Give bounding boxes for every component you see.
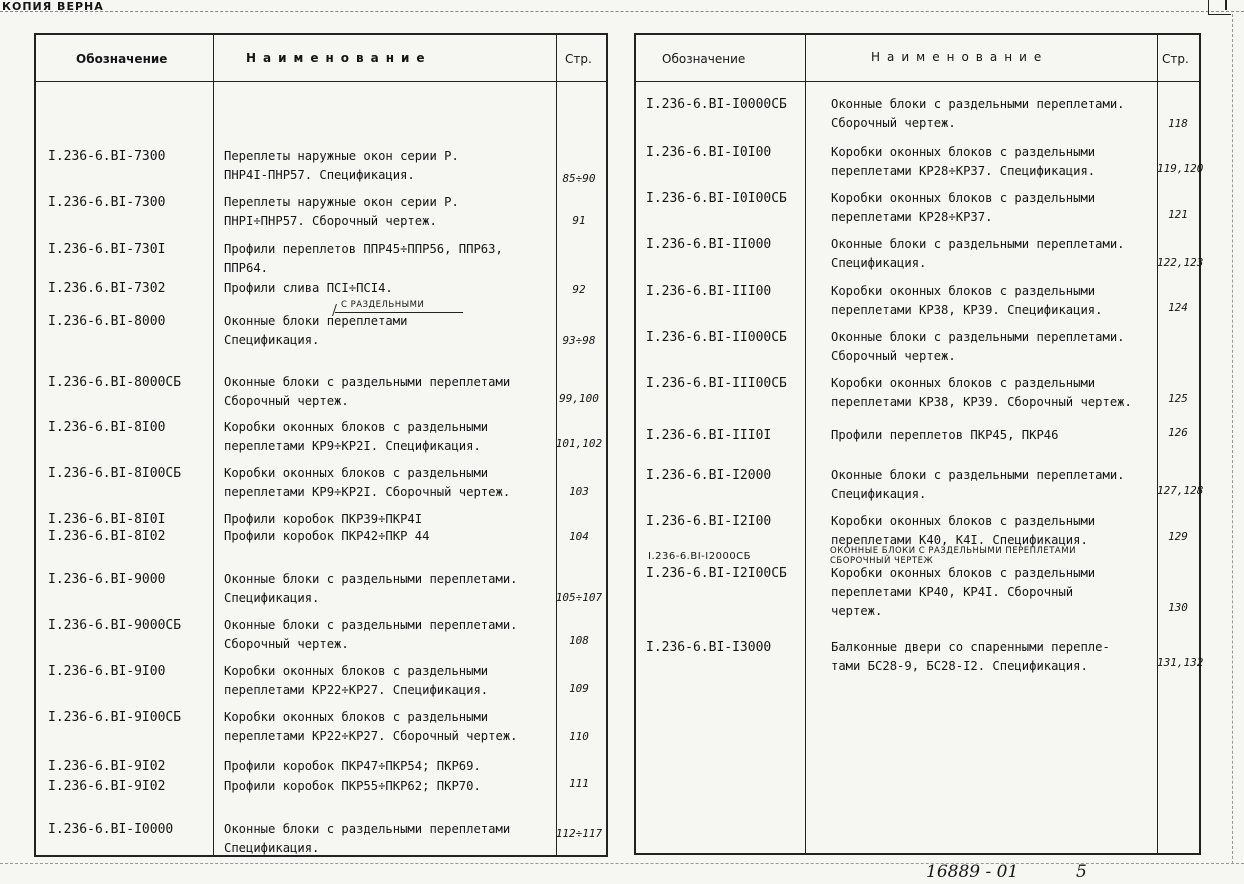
row-name-line: Спецификация. [224, 841, 320, 855]
row-page: 111 [569, 777, 589, 790]
row-page: 118 [1168, 117, 1188, 130]
row-page: 108 [569, 634, 589, 647]
row-page: 112÷117 [555, 827, 603, 840]
row-name-line: Спецификация. [224, 591, 320, 605]
row-name-line: Балконные двери со спаренными переплe- [831, 640, 1110, 654]
designation-header: Обозначение [76, 52, 168, 66]
row-name-line: переплетами КР28÷КР37. [831, 210, 993, 224]
row-page: 121 [1168, 208, 1188, 221]
row-page: 110 [569, 730, 589, 743]
row-page: 85÷90 [562, 172, 596, 185]
name-header: Наименование [871, 50, 1049, 64]
row-name-line: Профили переплетов ППР45÷ППР56, ППР63, [224, 242, 503, 256]
row-name-line: Оконные блоки с раздельными переплетами. [224, 618, 518, 632]
row-designation: I.236-6.BI-I3000 [646, 640, 772, 655]
row-designation: I.236-6.BI-I0000 [48, 822, 174, 837]
row-name-line: Оконные блоки с раздельными переплетами. [831, 330, 1125, 344]
row-name-line: Коробки оконных блоков с раздельными [831, 191, 1096, 205]
designation-header: Обозначение [662, 52, 746, 66]
row-designation: I.236-6.BI-I0I00СБ [646, 191, 787, 206]
row-name-line: Переплеты наружные окон серии Р. [224, 195, 459, 209]
row-designation: I.236-6.BI-7300 [48, 195, 166, 210]
row-name-line: переплетами КР28÷КР37. Спецификация. [831, 164, 1096, 178]
row-name-line: Сборочный чертеж. [831, 349, 956, 363]
handwritten-row-code: I.236-6.BI-I2000СБ [648, 551, 752, 562]
sheet-number: 5 [1076, 862, 1087, 882]
row-designation: I.236-6.BI-8I00СБ [48, 466, 182, 481]
row-name-line: переплетами КР9÷КР2I. Сборочный чертеж. [224, 485, 511, 499]
row-name-line: Оконные блоки переплетами [224, 314, 408, 328]
row-name-line: Оконные блоки с раздельными переплетами. [831, 237, 1125, 251]
row-page: 93÷98 [562, 334, 596, 347]
row-name-line: Коробки оконных блоков с раздельными [831, 566, 1096, 580]
row-name-line: Коробки оконных блоков с раздельными [224, 710, 489, 724]
row-name-line: Оконные блоки с раздельными переплетами. [831, 468, 1125, 482]
row-designation: I.236-6.BI-II000СБ [646, 330, 787, 345]
row-name-line: переплетами КР9÷КР2I. Спецификация. [224, 439, 481, 453]
row-name-line: Сборочный чертеж. [224, 394, 349, 408]
row-designation: I.236-6.BI-8I02 [48, 529, 166, 544]
column-divider [1157, 35, 1158, 853]
row-designation: I.236-6.BI-8I00 [48, 420, 166, 435]
row-page: 127,128 [1157, 484, 1204, 497]
row-designation: I.236-6.BI-730I [48, 242, 166, 257]
row-designation: I.236-6.BI-I2000 [646, 468, 772, 483]
row-designation: I.236-6.BI-9I00СБ [48, 710, 182, 725]
row-designation: I.236-6.BI-I0000СБ [646, 97, 787, 112]
header-divider [36, 81, 606, 82]
row-name-line: Коробки оконных блоков с раздельными [831, 145, 1096, 159]
row-name-line: Профили коробок ПКР42÷ПКР 44 [224, 529, 430, 543]
bottom-border-line [0, 863, 1244, 864]
row-page: 125 [1168, 392, 1188, 405]
handwritten-row-title-2: СБОРОЧНЫЙ ЧЕРТЕЖ [830, 556, 934, 566]
document-number: 16889 - 01 [926, 862, 1019, 882]
row-page: 104 [569, 530, 589, 543]
row-name-line: Сборочный чертеж. [831, 116, 956, 130]
row-page: 129 [1168, 530, 1188, 543]
row-page: 130 [1168, 601, 1188, 614]
row-name-line: Сборочный чертеж. [224, 637, 349, 651]
row-name-line: переплетами КР22÷КР27. Сборочный чертеж. [224, 729, 518, 743]
row-name-line: Оконные блоки с раздельными переплетами. [224, 572, 518, 586]
row-name-line: ПНРI÷ПНР57. Сборочный чертеж. [224, 214, 437, 228]
right-border-line [1232, 14, 1233, 864]
row-page: 92 [572, 283, 586, 296]
row-name-line: Коробки оконных блоков с раздельными [831, 514, 1096, 528]
row-designation: I.236-6.BI-8000СБ [48, 375, 182, 390]
row-name-line: Профили коробок ПКР39÷ПКР4I [224, 512, 423, 526]
row-designation: I.236.6.BI-7302 [48, 281, 166, 296]
row-page: 91 [572, 214, 586, 227]
copy-certified-stamp: КОПИЯ ВЕРНА [2, 0, 104, 13]
row-designation: I.236-6.BI-I2I00 [646, 514, 772, 529]
row-designation: I.236-6.BI-III0I [646, 428, 772, 443]
row-designation: I.236-6.BI-9000СБ [48, 618, 182, 633]
name-header: Наименование [246, 51, 432, 65]
page-header: Стр. [1162, 52, 1189, 66]
row-name-line: Профили коробок ПКР55÷ПКР62; ПКР70. [224, 779, 481, 793]
row-page: 105÷107 [555, 591, 603, 604]
row-page: 99,100 [559, 392, 599, 405]
row-designation: I.236-6.BI-8000 [48, 314, 166, 329]
row-name-line: Коробки оконных блоков с раздельными [224, 466, 489, 480]
handwritten-row-title-1: ОКОННЫЕ БЛОКИ С РАЗДЕЛЬНЫМИ ПЕРЕПЛЕТАМИ [830, 546, 1076, 556]
handwritten-insertion: С РАЗДЕЛЬНЫМИ [341, 300, 425, 310]
row-page: 126 [1168, 426, 1188, 439]
row-name-line: Профили переплетов ПКР45, ПКР46 [831, 428, 1059, 442]
row-name-line: Спецификация. [224, 333, 320, 347]
row-name-line: переплетами КР40, КР4I. Сборочный [831, 585, 1074, 599]
corner-mark [1208, 0, 1231, 15]
row-page: 119,120 [1157, 162, 1204, 175]
row-name-line: тами БС28-9, БС28-I2. Спецификация. [831, 659, 1088, 673]
row-name-line: Коробки оконных блоков с раздельными [831, 284, 1096, 298]
row-name-line: Оконные блоки с раздельными переплетами [224, 822, 511, 836]
column-divider [213, 35, 214, 855]
row-designation: I.236-6.BI-III00 [646, 284, 772, 299]
row-designation: I.236-6.BI-9I02 [48, 779, 166, 794]
row-name-line: Профили коробок ПКР47÷ПКР54; ПКР69. [224, 759, 481, 773]
row-name-line: Коробки оконных блоков с раздельными [224, 664, 489, 678]
row-designation: I.236-6.BI-I2I00СБ [646, 566, 787, 581]
row-name-line: чертеж. [831, 604, 883, 618]
row-page: 122,123 [1157, 256, 1204, 269]
row-designation: I.236-6.BI-9I02 [48, 759, 166, 774]
page-header: Стр. [565, 52, 592, 66]
row-name-line: ППР64. [224, 261, 269, 275]
row-page: 131,132 [1157, 656, 1204, 669]
row-page: 109 [569, 682, 589, 695]
header-divider [636, 81, 1199, 82]
row-designation: I.236-6.BI-7300 [48, 149, 166, 164]
row-designation: I.236-6.BI-III00СБ [646, 376, 787, 391]
row-name-line: переплетами КР22÷КР27. Спецификация. [224, 683, 489, 697]
row-name-line: Спецификация. [831, 487, 927, 501]
row-designation: I.236-6.BI-II000 [646, 237, 772, 252]
row-page: 103 [569, 485, 589, 498]
row-page: 101,102 [555, 437, 603, 450]
row-name-line: Коробки оконных блоков с раздельными [224, 420, 489, 434]
row-designation: I.236-6.BI-9I00 [48, 664, 166, 679]
row-page: 124 [1168, 301, 1188, 314]
column-divider [805, 35, 806, 853]
row-name-line: Оконные блоки с раздельными переплетами [224, 375, 511, 389]
corner-tick [1225, 0, 1227, 10]
row-name-line: ПНР4I-ПНР57. Спецификация. [224, 168, 415, 182]
row-name-line: переплетами КР38, КР39. Сборочный чертеж. [831, 395, 1132, 409]
row-name-line: Коробки оконных блоков с раздельными [831, 376, 1096, 390]
row-designation: I.236-6.BI-9000 [48, 572, 166, 587]
row-designation: I.236-6.BI-I0I00 [646, 145, 772, 160]
row-name-line: Оконные блоки с раздельными переплетами. [831, 97, 1125, 111]
top-border-line [0, 11, 1244, 12]
row-name-line: переплетами КР38, КР39. Спецификация. [831, 303, 1103, 317]
row-name-line: Спецификация. [831, 256, 927, 270]
row-designation: I.236-6.BI-8I0I [48, 512, 166, 527]
row-name-line: Переплеты наружные окон серии Р. [224, 149, 459, 163]
row-name-line: переплетами К40, К4I. Спецификация. [831, 533, 1088, 547]
row-name-line: Профили слива ПСI÷ПСI4. [224, 281, 393, 295]
